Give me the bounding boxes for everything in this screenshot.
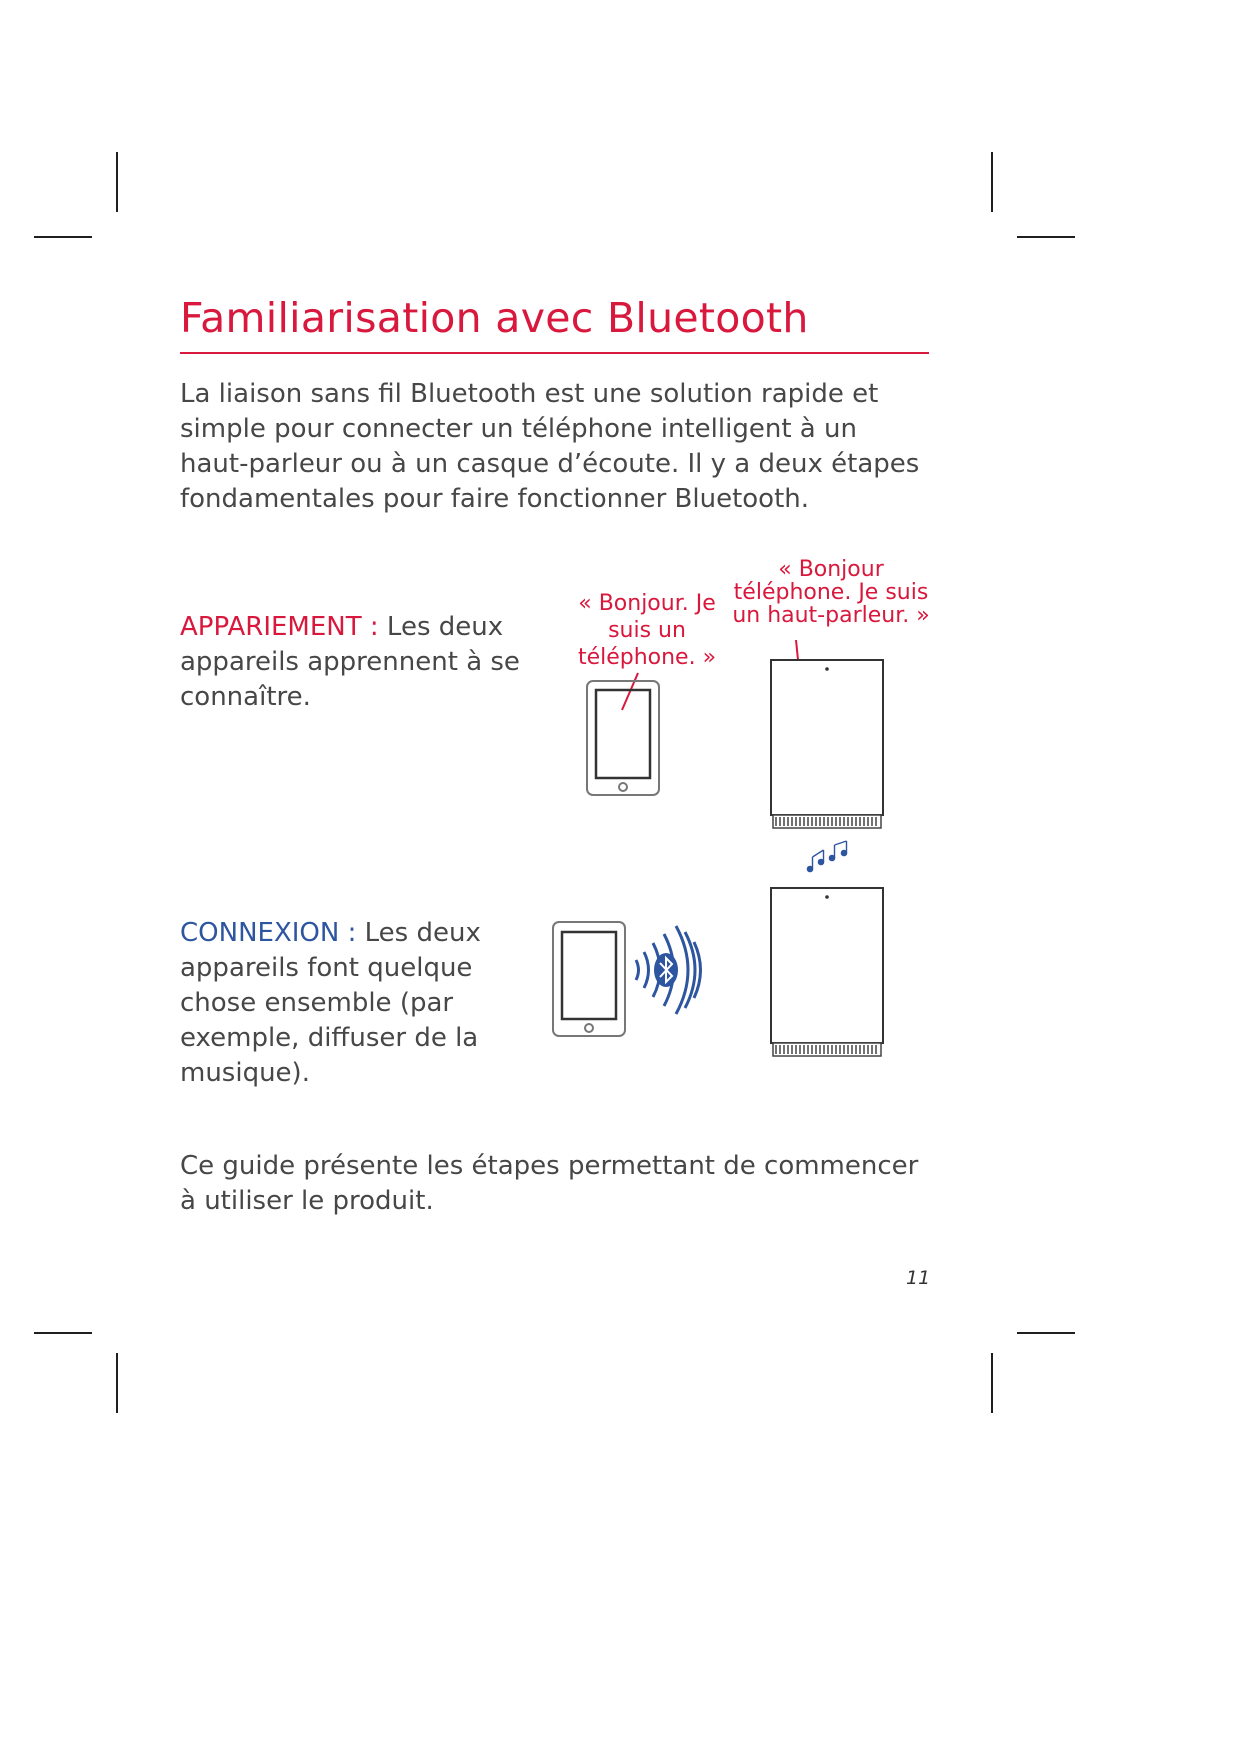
page-number: 11 xyxy=(906,1267,931,1289)
crop-mark xyxy=(1017,1332,1075,1334)
connection-paragraph xyxy=(180,916,500,1091)
crop-mark xyxy=(116,1353,118,1413)
phone-icon xyxy=(553,922,625,1036)
crop-mark xyxy=(991,152,993,212)
pairing-keyword: APPARIEMENT : xyxy=(180,612,379,642)
phone-bubble-pointer xyxy=(622,673,638,710)
phone-icon xyxy=(587,681,659,795)
intro-paragraph: La liaison sans fil Bluetooth est une solution rapide et simple pour connecter un téléphone intelligent à un haut-parleur ou à un casque d’écoute. Il y a deux étapes fondamentales pour faire fonctionner Bluetooth. xyxy=(180,379,920,514)
speaker-speech-bubble: « Bonjour téléphone. Je suis un haut-parleur. » xyxy=(732,557,930,628)
crop-mark xyxy=(34,1332,92,1334)
speaker-icon xyxy=(771,660,883,828)
phone-speech-bubble: « Bonjour. Je suis un téléphone. » xyxy=(577,591,717,670)
crop-mark xyxy=(1017,236,1075,238)
bluetooth-illustration xyxy=(540,640,900,1070)
bluetooth-rune-icon xyxy=(654,953,678,987)
outro-paragraph: Ce guide présente les étapes permettant de commencer à utiliser le produit. xyxy=(180,1151,919,1216)
pairing-description: Les deux appareils apprennent à se connaître. xyxy=(180,612,520,712)
crop-mark xyxy=(991,1353,993,1413)
crop-mark xyxy=(34,236,92,238)
pairing-paragraph xyxy=(180,610,525,715)
title-underline xyxy=(180,352,929,354)
page-title: Familiarisation avec Bluetooth xyxy=(180,294,809,342)
music-notes-icon xyxy=(807,841,846,872)
connection-description: Les deux appareils font quelque chose ensemble (par exemple, diffuser de la musique). xyxy=(180,918,481,1088)
crop-mark xyxy=(116,152,118,212)
speaker-icon xyxy=(771,888,883,1056)
connection-keyword: CONNEXION : xyxy=(180,918,357,948)
